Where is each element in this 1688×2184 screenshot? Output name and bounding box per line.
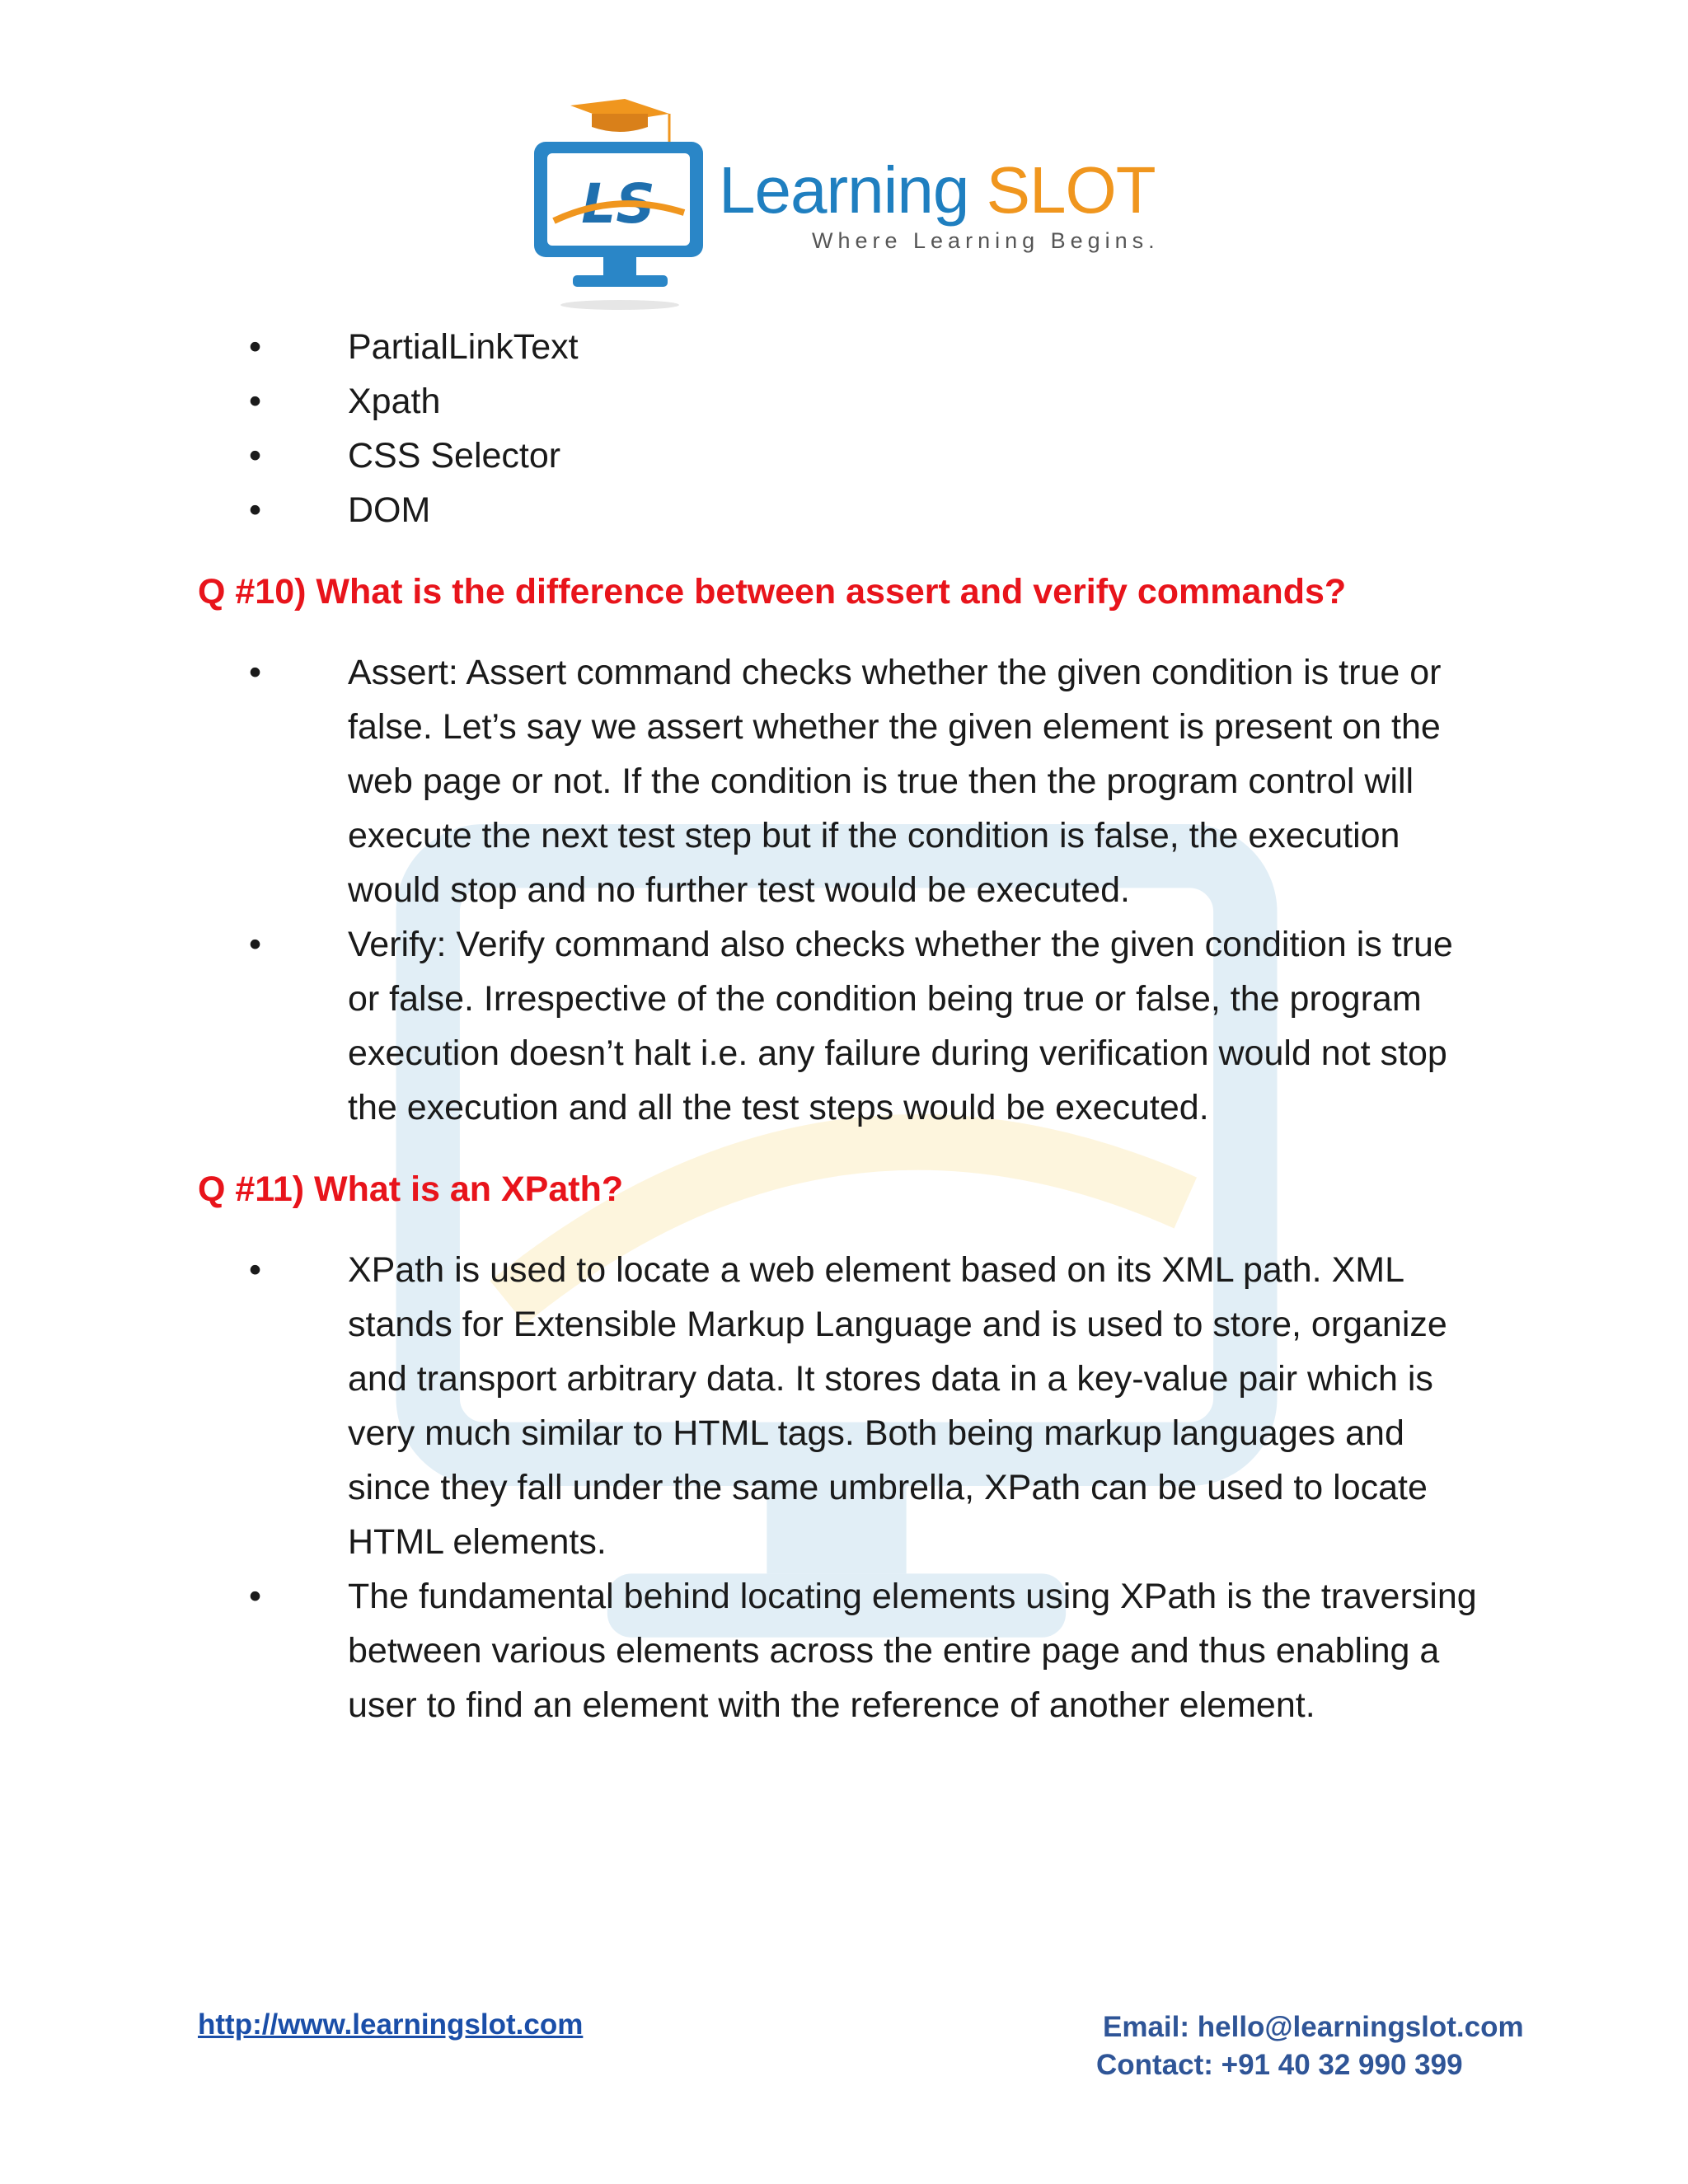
list-item-text: XPath is used to locate a web element based on its XML path. XML stands for Extensible Markup Language and is used to store, organize and transport arbitrary data. It stores data in a key-value pair which is very much similar to HTML tags. Both being markup languages and since they fall under the same umbrella, XPath can be used to locate HTML elements. [348, 1250, 1447, 1562]
list-item-text: Assert: Assert command checks whether the given condition is true or false. Let’s say we assert whether the given element is present on the web page or not. If the condition is true then the program control will execute the next test step but if the condition is false, the execution would stop and no further test would be executed. [348, 653, 1442, 910]
list-item [0, 645, 1688, 917]
locator-list [0, 320, 1688, 537]
bullet: • [249, 436, 262, 476]
list-item-text: The fundamental behind locating elements using XPath is the traversing between various elements across the entire page and thus enabling a user to find an element with the reference of another element. [348, 1577, 1477, 1725]
bullet: • [249, 490, 262, 530]
list-item [0, 429, 1688, 483]
logo-monogram: LS [581, 172, 655, 236]
list-item-text: Xpath [348, 382, 441, 421]
list-item [0, 1243, 1688, 1569]
brand-name [719, 152, 1156, 228]
monitor-logo-icon [528, 99, 713, 317]
footer-phone: Contact: +91 40 32 990 399 [1096, 2049, 1463, 2081]
list-item-text: PartialLinkText [348, 327, 579, 367]
list-item [0, 1569, 1688, 1732]
learning-slot-logo [528, 99, 1162, 321]
question-10-heading: Q #10) What is the difference between assert and verify commands? [198, 572, 1347, 612]
footer-email: Email: hello@learningslot.com [1103, 2011, 1524, 2043]
list-item [0, 483, 1688, 537]
list-item-text: Verify: Verify command also checks whether the given condition is true or false. Irrespective of the condition being true or false, the program execution doesn’t halt i.e. any failure during verification would not stop the execution and all the test steps would be executed. [348, 925, 1453, 1127]
list-item [0, 374, 1688, 429]
bullet: • [249, 925, 262, 964]
list-item [0, 320, 1688, 374]
brand-secondary: SLOT [986, 153, 1156, 227]
bullet: • [249, 1250, 262, 1290]
brand-primary: Learning [719, 153, 969, 227]
bullet: • [249, 382, 262, 421]
list-item [0, 917, 1688, 1135]
question-11-heading: Q #11) What is an XPath? [198, 1169, 624, 1209]
list-item-text: DOM [348, 490, 431, 530]
website-link[interactable]: http://www.learningslot.com [198, 2008, 584, 2041]
footer-contact-block [1096, 2008, 1524, 2084]
bullet: • [249, 327, 262, 367]
tagline: Where Learning Begins. [812, 228, 1160, 253]
list-item-text: CSS Selector [348, 436, 561, 476]
q11-answer-list [0, 1243, 1688, 1732]
q10-answer-list [0, 645, 1688, 1135]
bullet: • [249, 653, 262, 692]
bullet: • [249, 1577, 262, 1616]
